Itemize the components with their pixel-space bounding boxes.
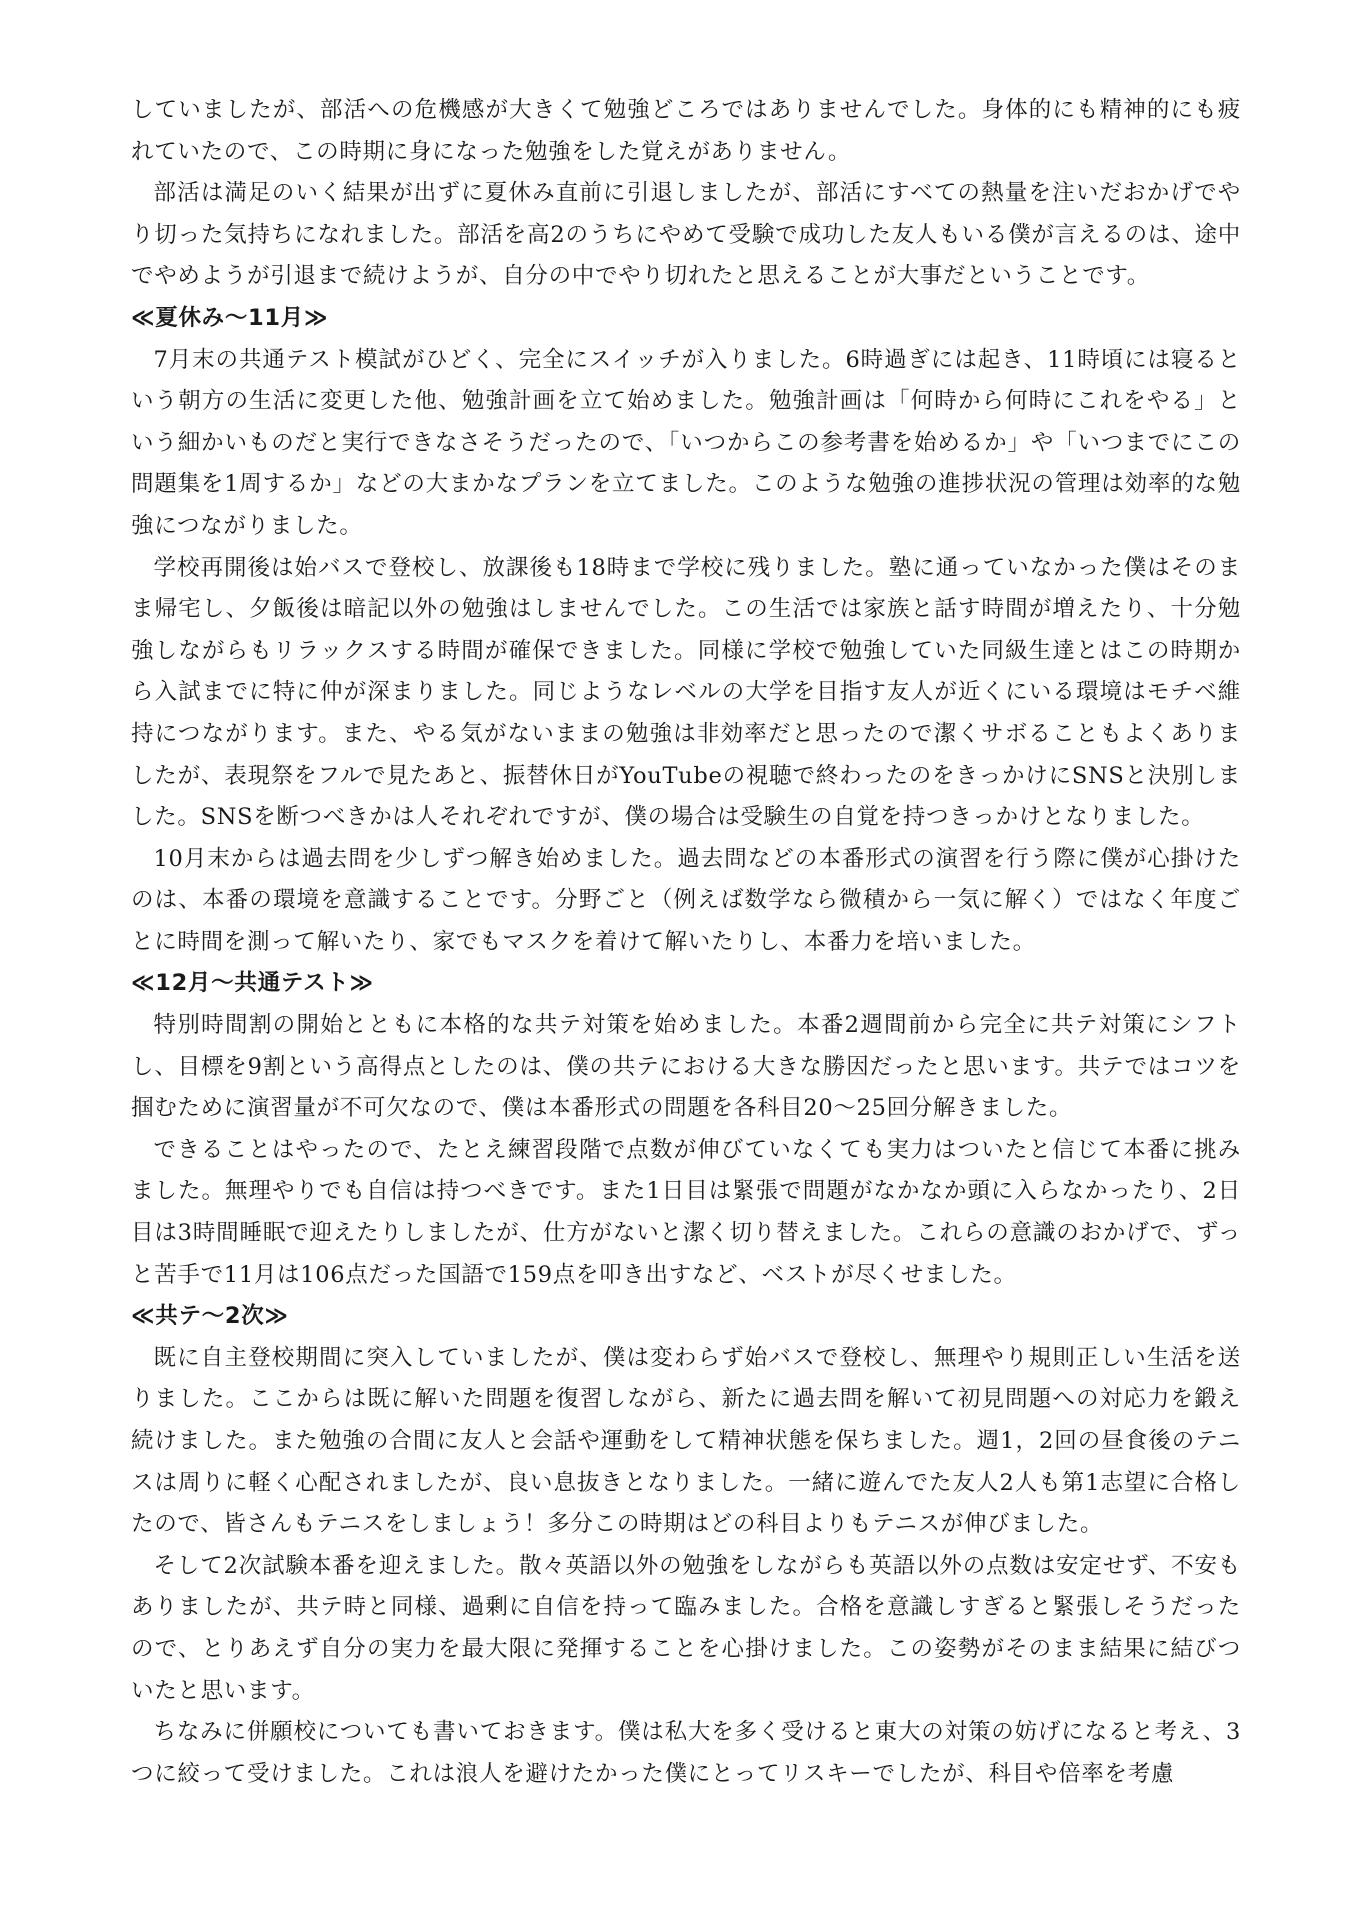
paragraph: 10月末からは過去問を少しずつ解き始めました。過去問などの本番形式の演習を行う際に僕が心掛けたのは、本番の環境を意識することです。分野ごと（例えば数学なら微積から一気に解く）ではなく年度ごとに時間を測って解いたり、家でもマスクを着けて解いたりし、本番力を培いました。 [131, 845, 1241, 955]
paragraph: できることはやったので、たとえ練習段階で点数が伸びていなくても実力はついたと信じて本番に挑みました。無理やりでも自信は持つべきです。また1日目は緊張で問題がなかなか頭に入らなかったり、2日目は3時間睡眠で迎えたりしましたが、仕方がないと潔く切り替えました。これらの意識のおかげで、ずっと苦手で11月は106点だった国語で159点を叩き出すなど、ベストが尽くせました。 [131, 1136, 1241, 1288]
document-body [131, 90, 1241, 1795]
paragraph: 特別時間割の開始とともに本格的な共テ対策を始めました。本番2週間前から完全に共テ対策にシフトし、目標を9割という高得点としたのは、僕の共テにおける大きな勝因だったと思います。共テではコツを掴むために演習量が不可欠なので、僕は本番形式の問題を各科目20〜25回分解きました。 [131, 1012, 1241, 1122]
paragraph: ちなみに併願校についても書いておきます。僕は私大を多く受けると東大の対策の妨げになると考え、3つに絞って受けました。これは浪人を避けたかった僕にとってリスキーでしたが、科目や倍率を考慮 [131, 1719, 1241, 1787]
paragraph: 部活は満足のいく結果が出ずに夏休み直前に引退しましたが、部活にすべての熱量を注いだおかげでやり切った気持ちになれました。部活を高2のうちにやめて受験で成功した友人もいる僕が言えるのは、途中でやめようが引退まで続けようが、自分の中でやり切れたと思えることが大事だということです。 [131, 180, 1241, 290]
section-heading-summer-to-november: ≪夏休み〜11月≫ [131, 304, 329, 331]
paragraph: していましたが、部活への危機感が大きくて勉強どころではありませんでした。身体的にも精神的にも疲れていたので、この時期に身になった勉強をした覚えがありません。 [131, 97, 1241, 165]
paragraph: 学校再開後は始バスで登校し、放課後も18時まで学校に残りました。塾に通っていなかった僕はそのまま帰宅し、夕飯後は暗記以外の勉強はしませんでした。この生活では家族と話す時間が増えたり、十分勉強しながらもリラックスする時間が確保できました。同様に学校で勉強していた同級生達とはこの時期から入試までに特に仲が深まりました。同じようなレベルの大学を目指す友人が近くにいる環境はモチベ維持につながります。また、やる気がないままの勉強は非効率だと思ったので潔くサボることもよくありましたが、表現祭をフルで見たあと、振替休日がYouTubeの視聴で終わったのをきっかけにSNSと決別しました。SNSを断つべきかは人それぞれですが、僕の場合は受験生の自覚を持つきっかけとなりました。 [131, 554, 1241, 831]
paragraph: 既に自主登校期間に突入していましたが、僕は変わらず始バスで登校し、無理やり規則正しい生活を送りました。ここからは既に解いた問題を復習しながら、新たに過去問を解いて初見問題への対応力を鍛え続けました。また勉強の合間に友人と会話や運動をして精神状態を保ちました。週1，2回の昼食後のテニスは周りに軽く心配されましたが、良い息抜きとなりました。一緒に遊んでた友人2人も第1志望に合格したので、皆さんもテニスをしましょう！多分この時期はどの科目よりもテニスが伸びました。 [131, 1344, 1241, 1538]
section-heading-december-to-common-test: ≪12月〜共通テスト≫ [131, 970, 374, 997]
section-heading-common-test-to-second-exam: ≪共テ〜2次≫ [131, 1303, 289, 1330]
paragraph: 7月末の共通テスト模試がひどく、完全にスイッチが入りました。6時過ぎには起き、11時頃には寝るという朝方の生活に変更した他、勉強計画を立て始めました。勉強計画は「何時から何時にこれをやる」という細かいものだと実行できなさそうだったので、「いつからこの参考書を始めるか」や「いつまでにこの問題集を1周するか」などの大まかなプランを立てました。このような勉強の進捗状況の管理は効率的な勉強につながりました。 [131, 346, 1241, 539]
paragraph: そして2次試験本番を迎えました。散々英語以外の勉強をしながらも英語以外の点数は安定せず、不安もありましたが、共テ時と同様、過剰に自信を持って臨みました。合格を意識しすぎると緊張しそうだったので、とりあえず自分の実力を最大限に発揮することを心掛けました。この姿勢がそのまま結果に結びついたと思います。 [131, 1552, 1241, 1704]
